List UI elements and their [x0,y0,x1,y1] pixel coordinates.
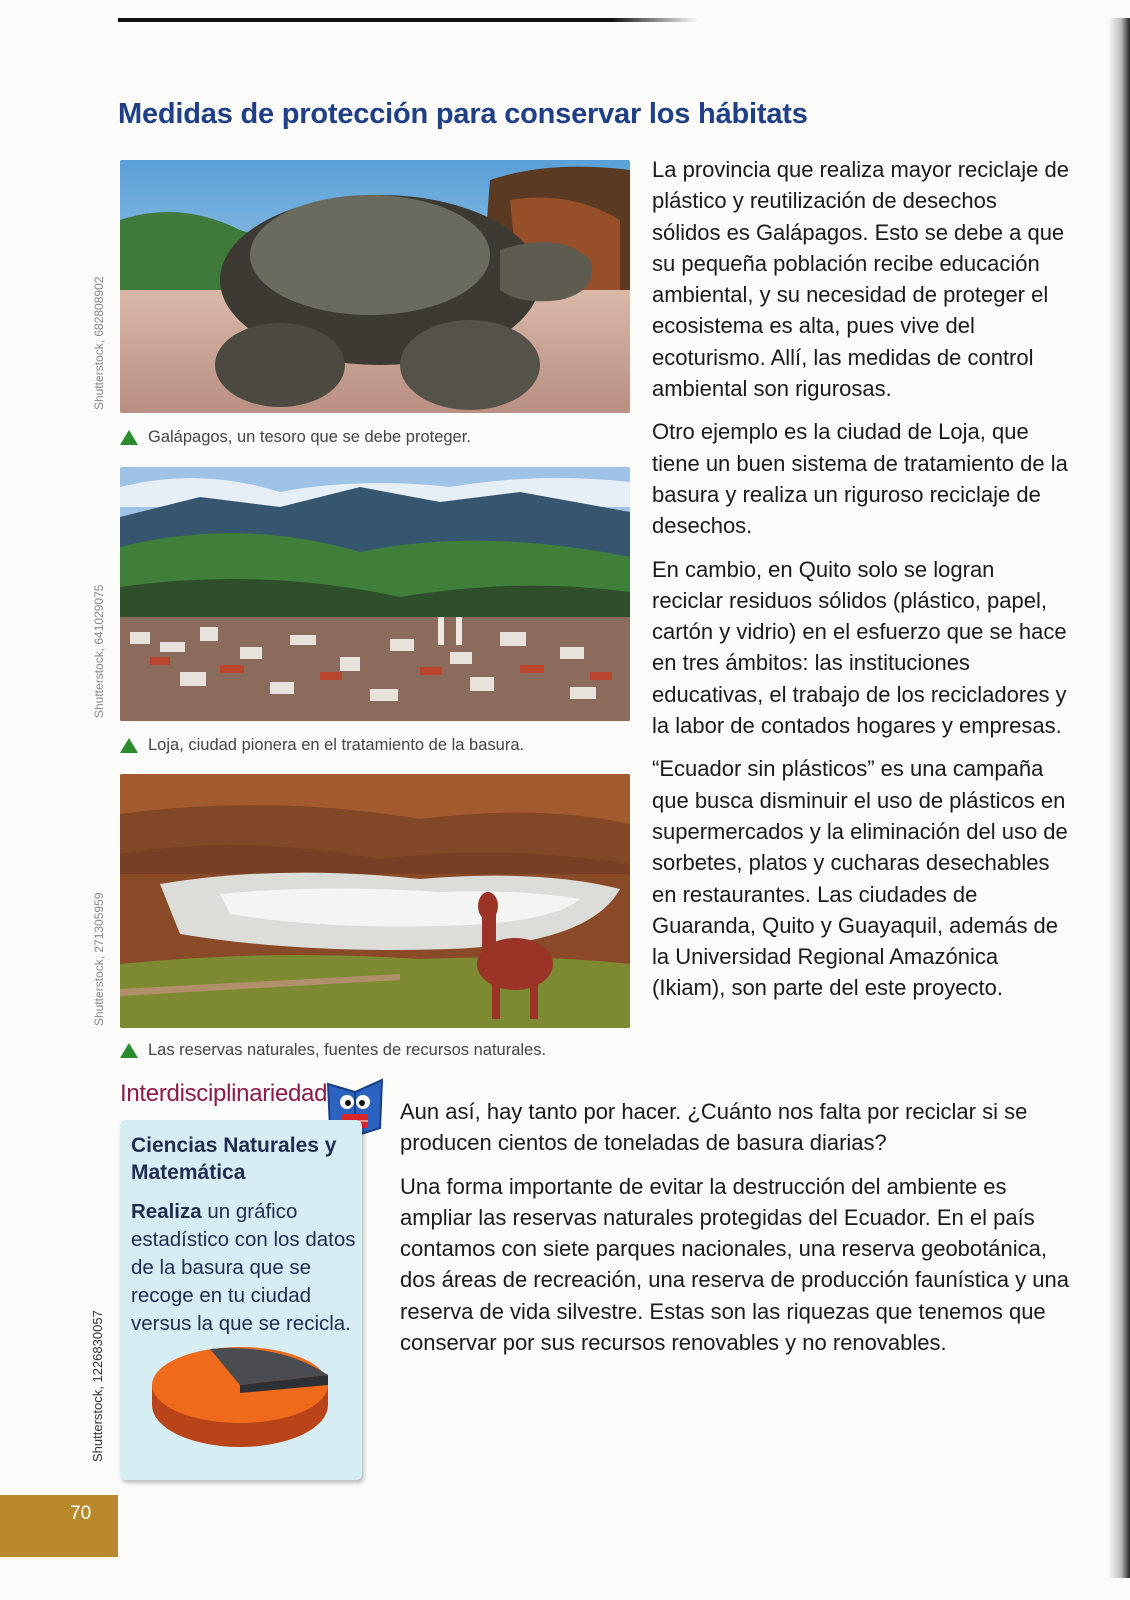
figure-caption-1 [120,428,471,447]
interdisciplinary-task [131,1198,356,1338]
photo-credit-2: Shutterstock, 641029075 [92,584,106,718]
page-edge-shadow [1108,18,1130,1578]
caption-marker-icon [120,430,138,445]
caption-marker-icon [120,1043,138,1058]
task-text: un gráfico estadístico con los datos de la basura que se recoge en tu ciudad versus la que se recicla. [131,1200,356,1335]
photo-credit-3: Shutterstock, 271305959 [92,892,106,1026]
page-number: 70 [70,1503,92,1524]
page-number-tab [0,1495,118,1557]
paragraph-galapagos: La provincia que realiza mayor reciclaje de plástico y reutilización de desechos sólidos es Galápagos. Esto se debe a que su pequeña población recibe educación ambiental, y su necesidad de proteger el ecosistema es alta, pues vive del ecoturismo. Allí, las medidas de control ambiental son rigurosas. [652,157,1069,402]
paragraph-reserves: Una forma importante de evitar la destrucción del ambiente es ampliar las reservas naturales protegidas del Ecuador. En el país contamos con siete parques nacionales, una reserva geobotánica, dos áreas de recreación, una reserva de producción faunística y una reserva de vida silvestre. Estas son las riquezas que tenemos que conservar por sus recursos renovables y no renovables. [400,1173,1069,1356]
figure-caption-2 [120,736,524,755]
paragraph-loja: Otro ejemplo es la ciudad de Loja, que tiene un buen sistema de tratamiento de la basura y realiza un riguroso reciclaje de desechos. [652,419,1068,539]
caption-text: Las reservas naturales, fuentes de recursos naturales. [148,1041,547,1059]
page-title: Medidas de protección para conservar los hábitats [118,98,808,130]
nature-reserve-photo [120,774,630,1028]
caption-text: Loja, ciudad pionera en el tratamiento de la basura. [148,736,525,754]
paragraph-campaign: “Ecuador sin plásticos” es una campaña que busca disminuir el uso de plásticos en supermercados y la eliminación del uso de sorbetes, platos y cucharas desechables en restaurantes. Las ciudades de Guaranda, Quito y Guayaquil, además de la Universidad Regional Amazónica (Ikiam), son parte del este proyecto. [652,756,1068,1001]
loja-city-photo [120,467,630,721]
interdisciplinary-credit: Shutterstock, 1226830057 [90,1310,105,1462]
galapagos-tortoise-photo [120,160,630,413]
right-column-text [652,154,1070,1016]
interdisciplinary-heading: Interdisciplinariedad [120,1080,328,1107]
interdisciplinary-subject: Ciencias Naturales y Matemática [131,1134,337,1184]
paragraph-quito: En cambio, en Quito solo se logran reciclar residuos sólidos (plástico, papel, cartón y vidrio) en el esfuerzo que se hace en tres ámbitos: las instituciones educativas, el trabajo de los recicladores y la labor de contados hogares y empresas. [652,556,1067,739]
top-rule [118,18,698,22]
caption-marker-icon [120,738,138,753]
paragraph-recycling-question: Aun así, hay tanto por hacer. ¿Cuánto nos falta por reciclar si se producen cientos de toneladas de basura diarias? [400,1099,1028,1156]
caption-text: Galápagos, un tesoro que se debe proteger. [148,428,471,446]
pie-chart-illustration [150,1345,335,1455]
figure-caption-3 [120,1041,546,1060]
bottom-text [400,1096,1070,1370]
task-verb: Realiza [131,1200,202,1223]
photo-credit-1: Shutterstock, 682808902 [92,276,106,410]
